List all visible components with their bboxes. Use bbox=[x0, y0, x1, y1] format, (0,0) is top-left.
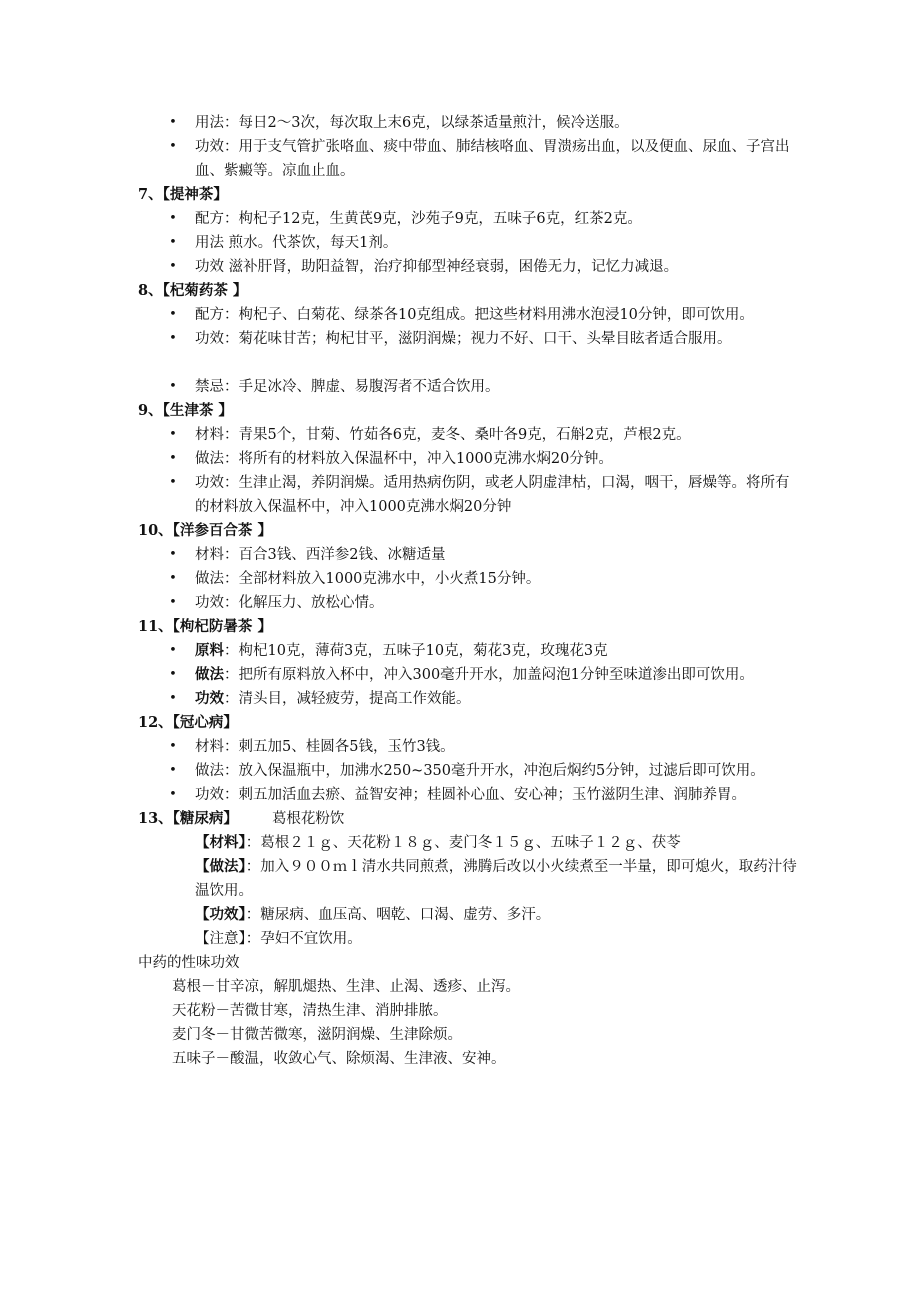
bullet-list bbox=[138, 543, 798, 567]
bullet-list bbox=[138, 567, 798, 591]
recipe-text: ：葛根２１ｇ、天花粉１８ｇ、麦门冬１５ｇ、五味子１２ｇ、茯苓 bbox=[245, 835, 681, 851]
bullet-list bbox=[138, 423, 798, 447]
list-item bbox=[138, 135, 798, 183]
bullet-icon: • bbox=[169, 427, 177, 442]
bullet-icon: • bbox=[169, 139, 177, 154]
bullet-list bbox=[138, 447, 798, 471]
item-label: 功效 bbox=[195, 690, 224, 707]
list-item-text: 功效：化解压力、放松心情。 bbox=[195, 595, 384, 611]
recipe-label: 【材料】 bbox=[195, 834, 246, 851]
list-item-text: ：把所有原料放入杯中，冲入300毫升开水，加盖闷泡1分钟至味道渗出即可饮用。 bbox=[224, 667, 754, 683]
list-item-text: 做法：全部材料放入1000克沸水中，小火煮15分钟。 bbox=[195, 571, 541, 587]
list-item bbox=[138, 375, 798, 399]
list-item bbox=[138, 303, 798, 327]
list-item-text: 材料：青果5个，甘菊、竹茹各6克，麦冬、桑叶各9克，石斛2克，芦根2克。 bbox=[195, 427, 691, 443]
section-heading bbox=[138, 615, 798, 639]
section-heading bbox=[138, 519, 798, 543]
bullet-icon: • bbox=[169, 691, 177, 706]
bullet-icon: • bbox=[169, 235, 177, 250]
bullet-list bbox=[138, 303, 798, 327]
list-item bbox=[138, 471, 798, 519]
list-item bbox=[138, 447, 798, 471]
list-item-text: 功效：用于支气管扩张咯血、痰中带血、肺结核咯血、胃溃疡出血，以及便血、尿血、子宫出血、紫癜等。凉血止血。 bbox=[195, 139, 790, 179]
document-body bbox=[138, 111, 798, 1071]
list-item bbox=[138, 639, 798, 663]
list-item bbox=[138, 327, 798, 351]
section-heading bbox=[138, 279, 798, 303]
list-item-text: 功效：生津止渴，养阴润燥。适用热病伤阴，或老人阴虚津枯，口渴，咽干，唇燥等。将所有的材料放入保温杯中，冲入1000克沸水焖20分钟 bbox=[195, 475, 790, 515]
bullet-icon: • bbox=[169, 211, 177, 226]
bullet-icon: • bbox=[169, 379, 177, 394]
list-item-text: 禁忌：手足冰冷、脾虚、易腹泻者不适合饮用。 bbox=[195, 379, 500, 395]
section-subtitle: 葛根花粉饮 bbox=[271, 811, 345, 827]
section-heading-text: 8、【杞菊药茶 】 bbox=[138, 282, 248, 299]
bullet-icon: • bbox=[169, 571, 177, 586]
section-heading-text: 11、【枸杞防暑茶 】 bbox=[138, 618, 272, 635]
bullet-list bbox=[138, 639, 798, 663]
section-heading-text: 13、【糖尿病】 bbox=[138, 810, 238, 827]
list-item-text: 材料：百合3钱、西洋参2钱、冰糖适量 bbox=[195, 547, 446, 563]
list-item-text: 用法 煎水。代茶饮，每天1剂。 bbox=[195, 235, 398, 251]
list-item bbox=[138, 759, 798, 783]
bullet-list bbox=[138, 759, 798, 783]
list-item-text: 配方：枸杞子、白菊花、绿茶各10克组成。把这些材料用沸水泡浸10分钟，即可饮用。 bbox=[195, 307, 754, 323]
bullet-icon: • bbox=[169, 547, 177, 562]
list-item bbox=[138, 567, 798, 591]
bullet-list bbox=[138, 735, 798, 759]
bullet-list bbox=[138, 591, 798, 615]
herb-property-line: 麦门冬－甘微苦微寒，滋阴润燥、生津除烦。 bbox=[172, 1027, 462, 1043]
list-item-text: ：枸杞10克，薄荷3克，五味子10克，菊花3克，玫瑰花3克 bbox=[224, 643, 608, 659]
list-item bbox=[138, 543, 798, 567]
bullet-icon: • bbox=[169, 595, 177, 610]
bullet-icon: • bbox=[169, 259, 177, 274]
bullet-list bbox=[138, 135, 798, 183]
bullet-list bbox=[138, 783, 798, 807]
list-item bbox=[138, 207, 798, 231]
recipe-line bbox=[138, 855, 798, 903]
section-heading-text: 10、【洋参百合茶 】 bbox=[138, 522, 272, 539]
bullet-icon: • bbox=[169, 475, 177, 490]
bullet-list bbox=[138, 231, 798, 255]
bullet-icon: • bbox=[169, 763, 177, 778]
list-item bbox=[138, 255, 798, 279]
bullet-icon: • bbox=[169, 307, 177, 322]
list-item-text: 功效 滋补肝肾，助阳益智，治疗抑郁型神经衰弱，困倦无力，记忆力减退。 bbox=[195, 259, 679, 275]
item-label: 原料 bbox=[195, 642, 224, 659]
herb-property-line: 天花粉－苦微甘寒，清热生津、消肿排脓。 bbox=[172, 1003, 448, 1019]
section-heading-text: 7、【提神茶】 bbox=[138, 186, 228, 203]
recipe-text: ：糖尿病、血压高、咽乾、口渴、虚劳、多汗。 bbox=[245, 907, 551, 923]
bullet-icon: • bbox=[169, 643, 177, 658]
section-heading bbox=[138, 399, 798, 423]
list-item bbox=[138, 591, 798, 615]
section-heading-text: 12、【冠心病】 bbox=[138, 714, 238, 731]
recipe-line bbox=[138, 831, 798, 855]
list-item-text: 功效：刺五加活血去瘀、益智安神；桂圆补心血、安心神；玉竹滋阴生津、润肺养胃。 bbox=[195, 787, 746, 803]
recipe-label: 【做法】 bbox=[195, 858, 246, 875]
list-item bbox=[138, 687, 798, 711]
bullet-icon: • bbox=[169, 331, 177, 346]
recipe-line bbox=[138, 903, 798, 927]
list-item bbox=[138, 231, 798, 255]
recipe-text: ：加入９００ｍｌ清水共同煎煮，沸腾后改以小火续煮至一半量，即可熄火，取药汁待温饮用。 bbox=[195, 859, 797, 899]
bullet-list bbox=[138, 255, 798, 279]
list-item-text: 功效：菊花味甘苦；枸杞甘平，滋阴润燥；视力不好、口干、头晕目眩者适合服用。 bbox=[195, 331, 732, 347]
section-heading bbox=[138, 183, 798, 207]
blank-line bbox=[138, 351, 798, 375]
bullet-list bbox=[138, 207, 798, 231]
list-item-text: 做法：放入保温瓶中，加沸水250~350毫升开水，冲泡后焖约5分钟，过滤后即可饮用。 bbox=[195, 763, 765, 779]
list-item-text: 用法：每日2～3次，每次取上末6克，以绿茶适量煎汁，候冷送服。 bbox=[195, 115, 629, 131]
section-title-plain: 中药的性味功效 bbox=[138, 955, 240, 971]
item-label: 做法 bbox=[195, 666, 224, 683]
bullet-icon: • bbox=[169, 667, 177, 682]
herb-property-line: 五味子－酸温，收敛心气、除烦渴、生津液、安神。 bbox=[172, 1051, 506, 1067]
bullet-icon: • bbox=[169, 115, 177, 130]
section-heading bbox=[138, 807, 798, 831]
recipe-text: 【注意】：孕妇不宜饮用。 bbox=[195, 931, 362, 947]
section-heading bbox=[138, 711, 798, 735]
bullet-list bbox=[138, 327, 798, 351]
recipe-label: 【功效】 bbox=[195, 906, 246, 923]
bullet-icon: • bbox=[169, 787, 177, 802]
list-item bbox=[138, 735, 798, 759]
list-item-text: 做法：将所有的材料放入保温杯中，冲入1000克沸水焖20分钟。 bbox=[195, 451, 613, 467]
list-item-text: 配方：枸杞子12克，生黄芪9克，沙苑子9克，五味子6克，红茶2克。 bbox=[195, 211, 642, 227]
bullet-icon: • bbox=[169, 451, 177, 466]
bullet-list bbox=[138, 687, 798, 711]
bullet-list bbox=[138, 663, 798, 687]
list-item bbox=[138, 663, 798, 687]
bullet-list bbox=[138, 111, 798, 135]
herb-property-line: 葛根－甘辛凉，解肌煺热、生津、止渴、透疹、止泻。 bbox=[172, 979, 520, 995]
list-item-text: 材料：刺五加5、桂圆各5钱，玉竹3钱。 bbox=[195, 739, 455, 755]
bullet-list bbox=[138, 471, 798, 519]
list-item bbox=[138, 423, 798, 447]
recipe-line bbox=[138, 927, 798, 951]
list-item-text: ：清头目，减轻疲劳，提高工作效能。 bbox=[224, 691, 471, 707]
bullet-icon: • bbox=[169, 739, 177, 754]
list-item bbox=[138, 111, 798, 135]
list-item bbox=[138, 783, 798, 807]
section-heading-text: 9、【生津茶 】 bbox=[138, 402, 233, 419]
bullet-list bbox=[138, 375, 798, 399]
